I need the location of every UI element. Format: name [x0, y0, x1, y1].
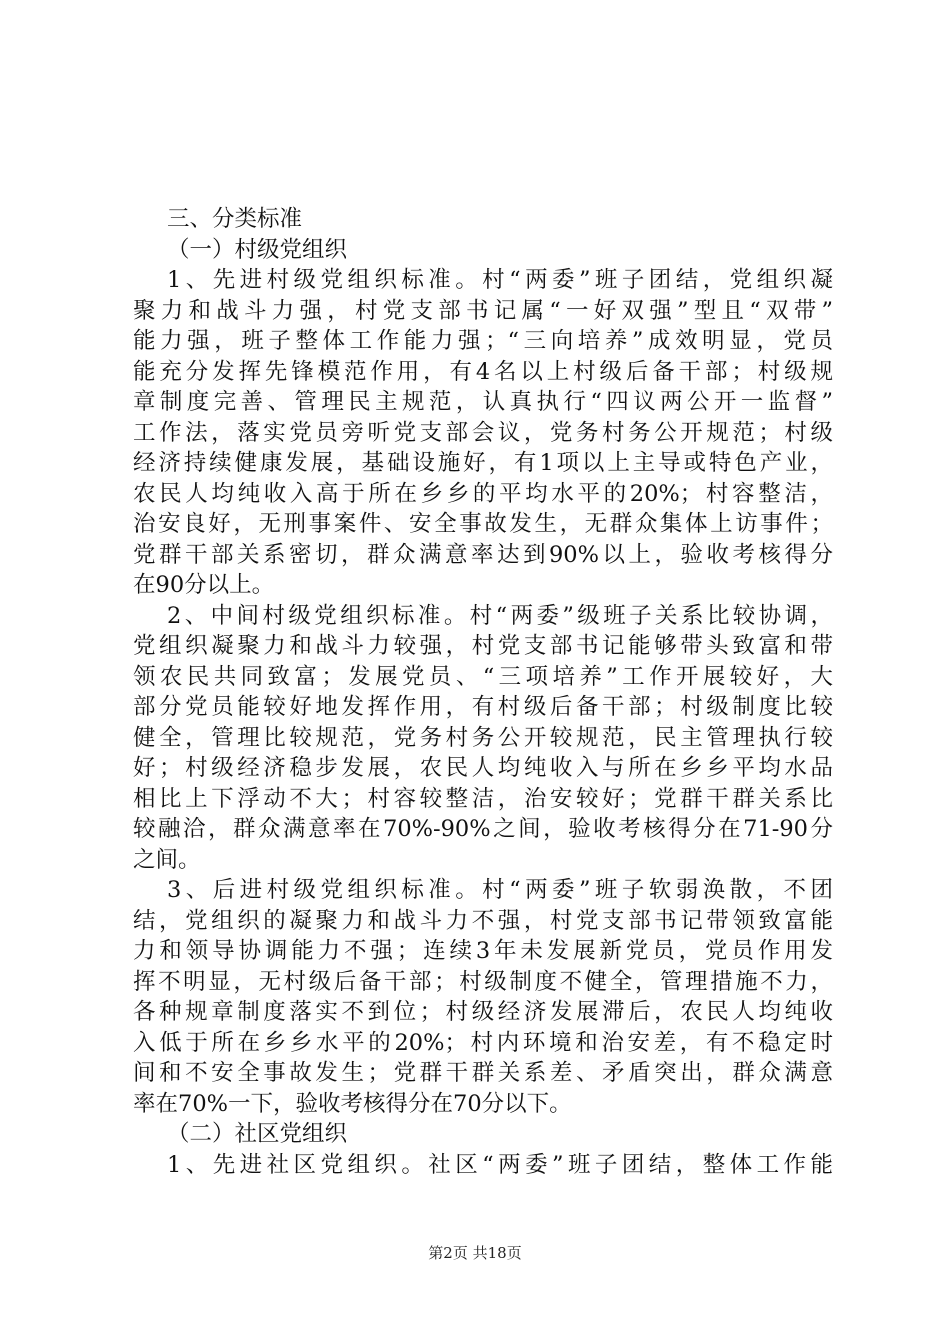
text-line: 结，党组织的凝聚力和战斗力不强，村党支部书记带领致富能	[133, 907, 833, 934]
subsection-heading: （二）社区党组织	[167, 1121, 348, 1147]
text-line: 章制度完善、管理民主规范，认真执行“四议两公开一监督”	[133, 389, 833, 415]
text-line: 率在70%一下，验收考核得分在70分以下。	[133, 1090, 572, 1117]
text-line: 较融洽，群众满意率在70%-90%之间，验收考核得分在71-90分	[133, 816, 833, 842]
text-line: 3、后进村级党组织标准。村“两委”班子软弱涣散，不团	[167, 877, 833, 903]
page-footer: 第2页 共18页	[428, 1244, 522, 1262]
text-line: 党组织凝聚力和战斗力较强，村党支部书记能够带头致富和带	[133, 633, 833, 659]
text-line: 能力强，班子整体工作能力强；“三向培养”成效明显，党员	[133, 328, 833, 354]
text-line: 党群干部关系密切，群众满意率达到90%以上，验收考核得分	[133, 541, 833, 568]
text-line: 间和不安全事故发生；党群干群关系差、矛盾突出，群众满意	[133, 1060, 833, 1086]
text-line: 之间。	[133, 846, 201, 873]
text-line: 1、先进村级党组织标准。村“两委”班子团结，党组织凝	[167, 267, 833, 293]
text-line: 相比上下浮动不大；村容较整洁，治安较好；党群干群关系比	[133, 785, 833, 812]
text-line: 力和领导协调能力不强；连续3年未发展新党员，党员作用发	[133, 938, 833, 964]
text-line: 治安良好，无刑事案件、安全事故发生，无群众集体上访事件；	[133, 511, 833, 537]
text-line: 农民人均纯收入高于所在乡乡的平均水平的20%；村容整洁，	[133, 480, 833, 507]
text-line: 健全，管理比较规范，党务村务公开较规范，民主管理执行较	[133, 724, 833, 751]
text-line: 好；村级经济稳步发展，农民人均纯收入与所在乡乡平均水品	[133, 755, 833, 781]
text-line: 经济持续健康发展，基础设施好，有1项以上主导或特色产业，	[133, 450, 833, 476]
text-line: 入低于所在乡乡水平的20%；村内环境和治安差，有不稳定时	[133, 1029, 833, 1056]
text-line: 能充分发挥先锋模范作用，有4名以上村级后备干部；村级规	[133, 358, 833, 385]
text-line: 各种规章制度落实不到位；村级经济发展滞后，农民人均纯收	[133, 999, 833, 1025]
section-heading: 三、分类标准	[167, 206, 303, 232]
text-line: 在90分以上。	[133, 572, 275, 598]
text-line: 领农民共同致富；发展党员、“三项培养”工作开展较好，大	[133, 663, 833, 690]
document-body	[133, 204, 833, 1180]
text-line: 工作法，落实党员旁听党支部会议，党务村务公开规范；村级	[133, 419, 833, 446]
text-line: 聚力和战斗力强，村党支部书记属“一好双强”型且“双带”	[133, 297, 833, 324]
subsection-heading: （一）村级党组织	[167, 236, 348, 263]
text-line: 部分党员能较好地发挥作用，有村级后备干部；村级制度比较	[133, 694, 833, 720]
text-line: 1、先进社区党组织。社区“两委”班子团结，整体工作能	[167, 1151, 833, 1178]
text-line: 2、中间村级党组织标准。村“两委”级班子关系比较协调，	[167, 602, 833, 629]
text-line: 挥不明显，无村级后备干部；村级制度不健全，管理措施不力，	[133, 968, 833, 995]
